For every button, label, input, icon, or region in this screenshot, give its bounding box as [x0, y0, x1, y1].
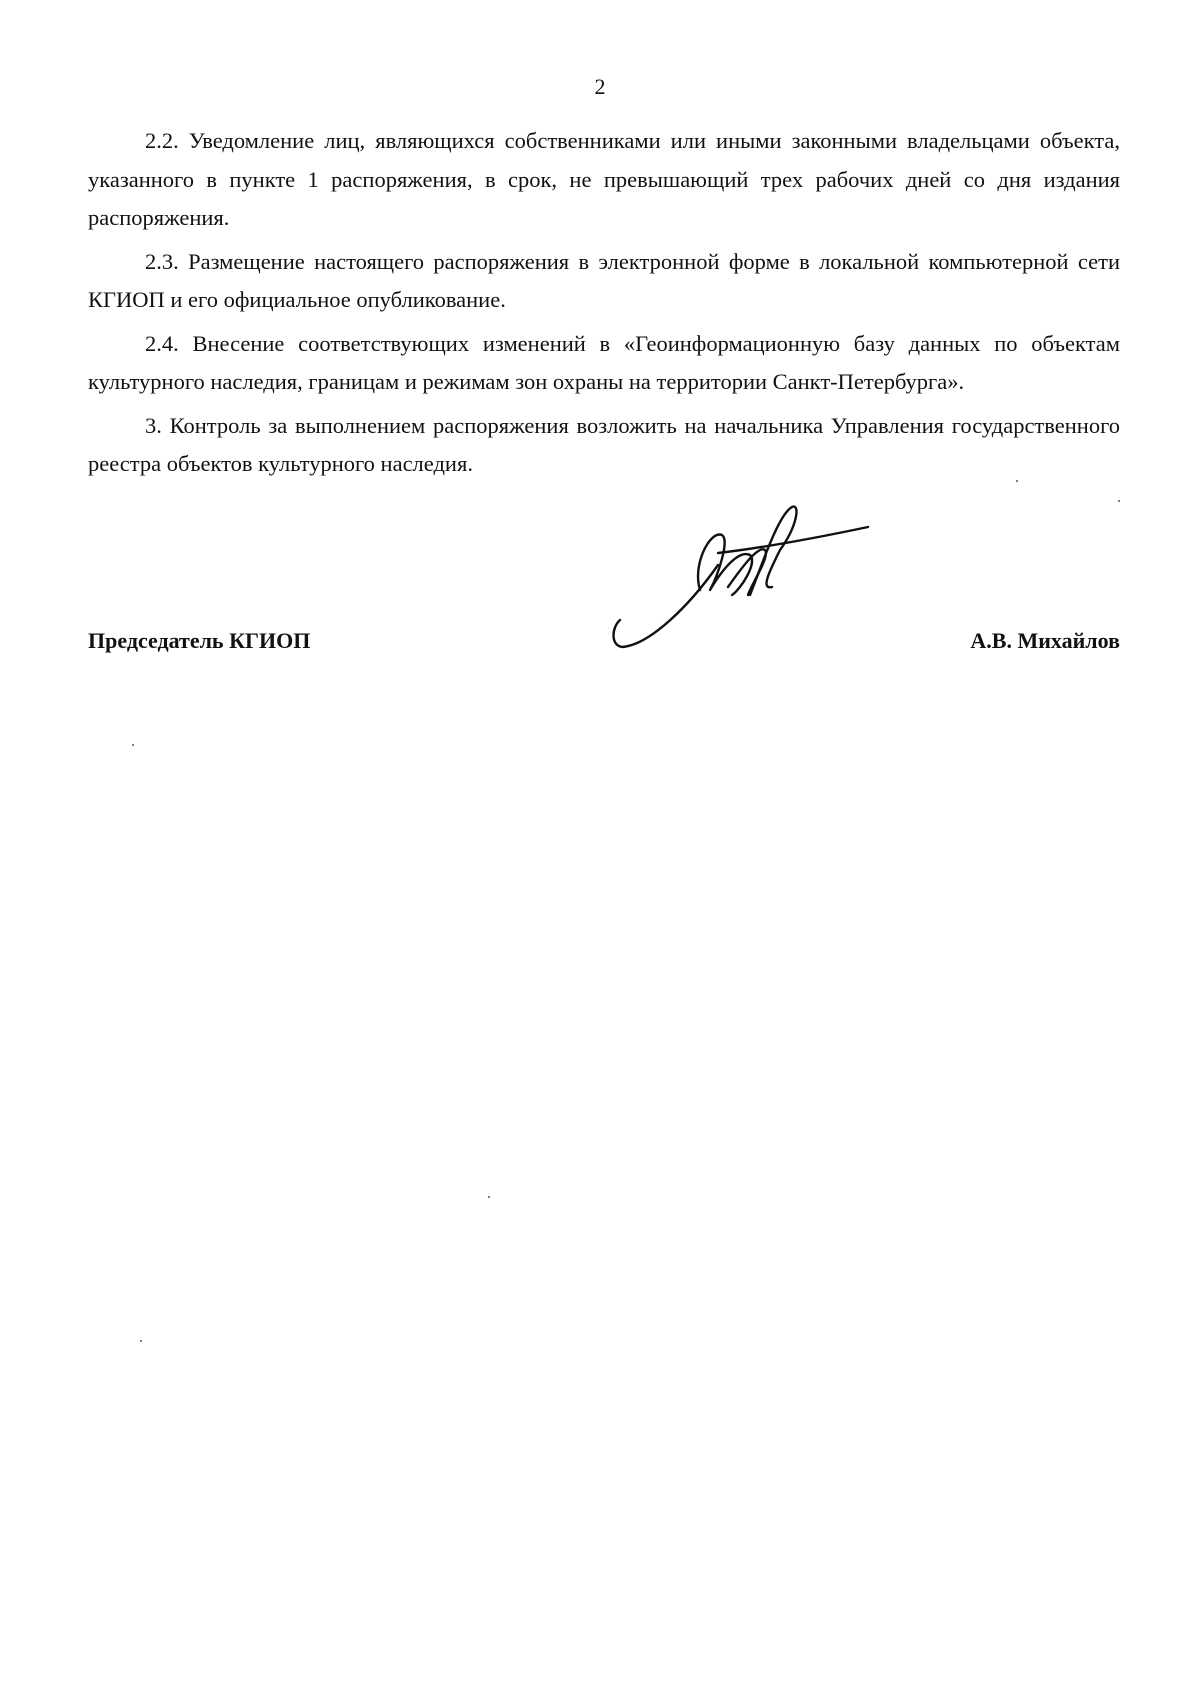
- scan-speck: [488, 1196, 490, 1198]
- scan-speck: [1016, 480, 1018, 482]
- paragraph-2-4: 2.4. Внесение соответствующих изменений в «Геоинформационную базу данных по объектам культурного наследия, границам и режимам зон охраны на территории Санкт-Петербурга».: [88, 330, 1120, 394]
- scan-speck: [140, 1340, 142, 1342]
- scan-speck: [132, 744, 134, 746]
- page-number: 2: [594, 74, 606, 99]
- signature-row: [88, 628, 1120, 668]
- paragraph-3: 3. Контроль за выполнением распоряжения возложить на начальника Управления государственного реестра объектов культурного наследия.: [88, 412, 1120, 476]
- scan-speck: [1118, 500, 1120, 502]
- document-body: [88, 122, 1120, 489]
- paragraph-2-2: 2.2. Уведомление лиц, являющихся собственниками или иными законными владельцами объекта, указанного в пункте 1 распоряжения, в срок, не превышающий трех рабочих дней со дня издания распоряжения.: [88, 128, 1120, 230]
- signatory-title: Председатель КГИОП: [88, 628, 311, 653]
- paragraph-2-3: 2.3. Размещение настоящего распоряжения в электронной форме в локальной компьютерной сети КГИОП и его официальное опубликование.: [88, 248, 1120, 312]
- signatory-name: А.В. Михайлов: [970, 628, 1120, 653]
